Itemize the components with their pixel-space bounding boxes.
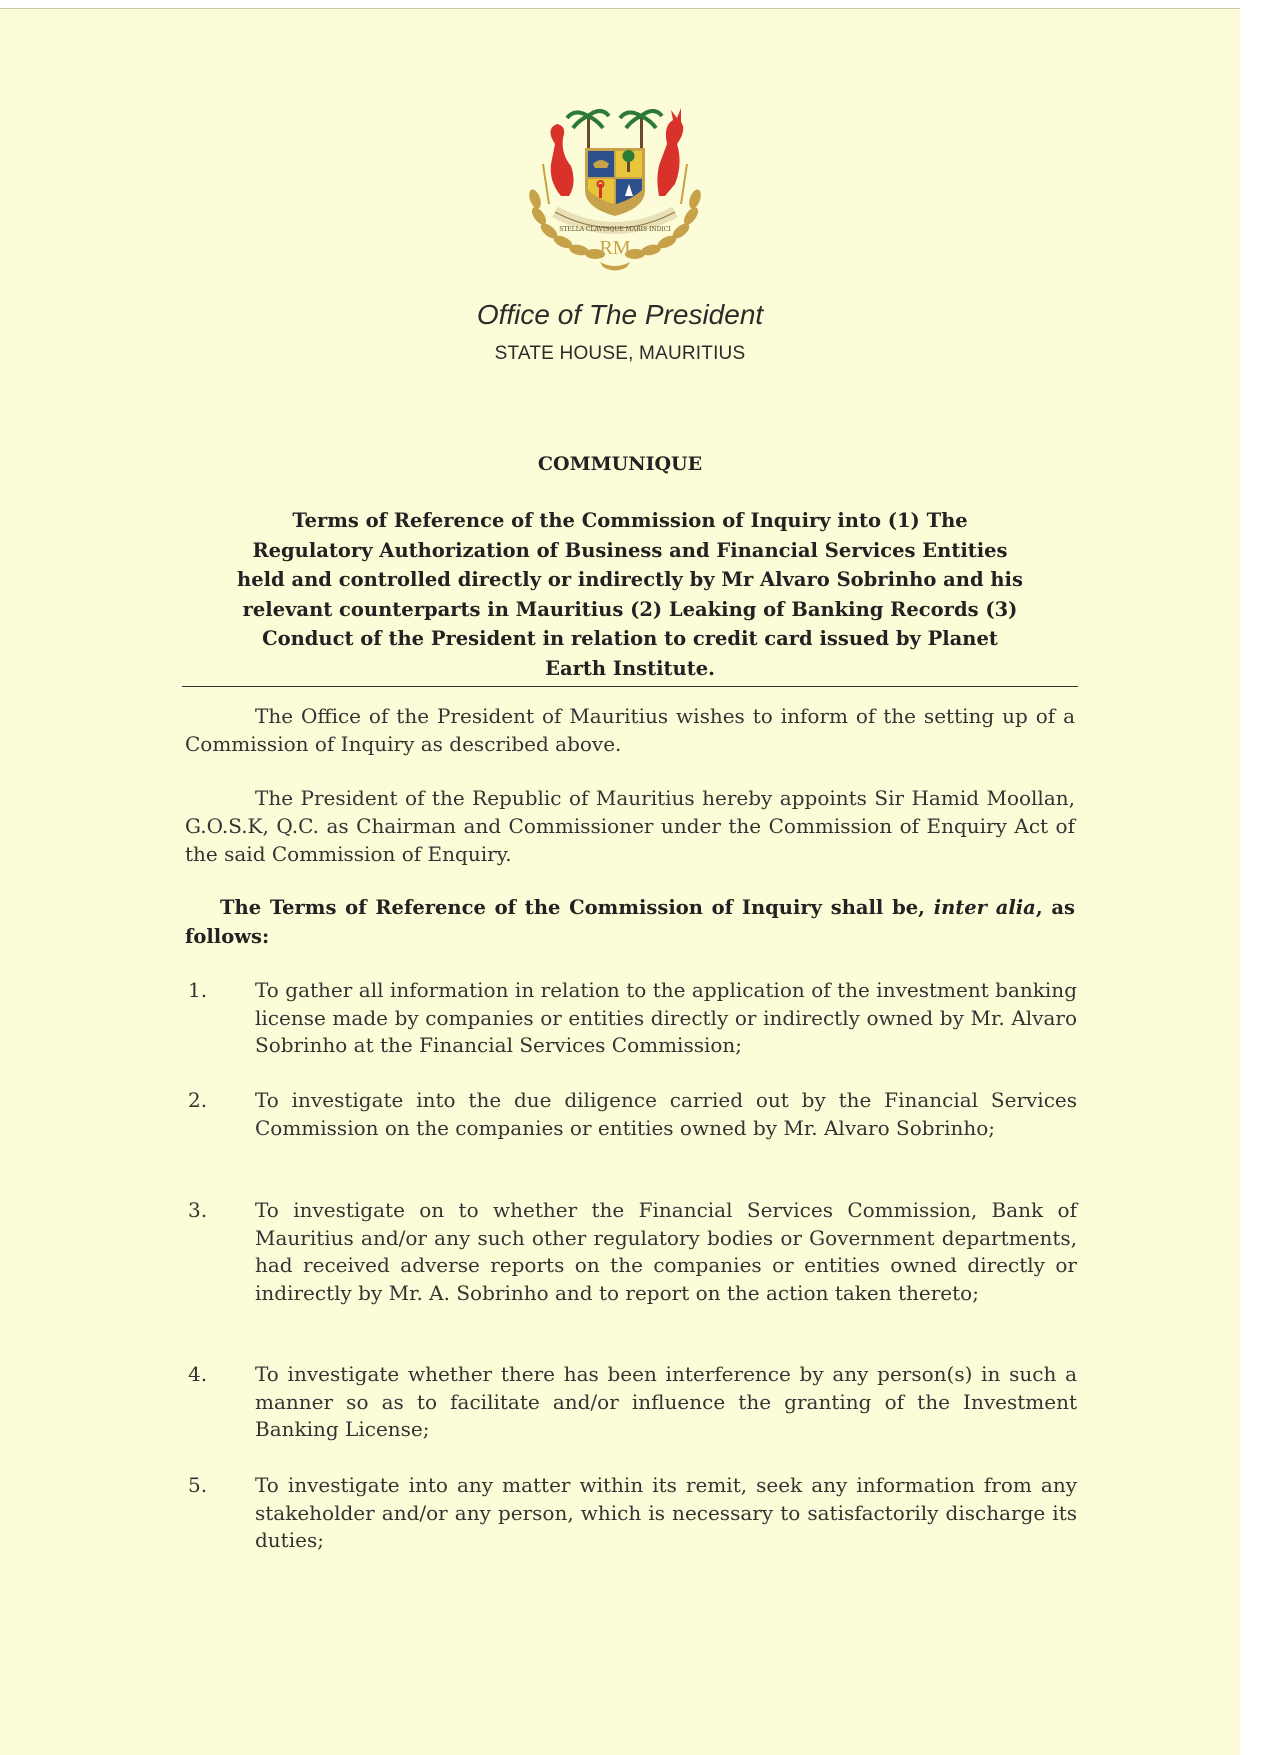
item-text: To investigate whether there has been interference by any person(s) in such a manner so as to facilitate and/or influence the granting of the Investment Banking License; xyxy=(255,1362,1077,1441)
office-subtitle: STATE HOUSE, MAURITIUS xyxy=(494,343,746,364)
item-text: To gather all information in relation to the application of the investment banking license made by companies or entities directly or indirectly owned by Mr. Alvaro Sobrinho at the Financial Services Commission; xyxy=(255,978,1077,1057)
appointment-paragraph: The President of the Republic of Mauritius hereby appoints Sir Hamid Moollan, G.O.S.K, Q.C. as Chairman and Commissioner under the Commission of Enquiry Act of the said Commission of Enquiry. xyxy=(185,786,1075,866)
shield-icon xyxy=(585,148,645,216)
subject-line: Earth Institute. xyxy=(545,656,715,680)
palm-tree-icon xyxy=(567,111,662,150)
intro-paragraph: The Office of the President of Mauritius wishes to inform of the setting up of a Commission of Inquiry as described above. xyxy=(185,704,1075,756)
item-number: 2. xyxy=(188,1088,208,1112)
subject-line: Conduct of the President in relation to credit card issued by Planet xyxy=(262,627,998,650)
document-page xyxy=(0,8,1240,1755)
crest-motto: STELLA CLAVISQUE MARIS INDICI xyxy=(559,226,671,233)
item-number: 3. xyxy=(188,1198,208,1222)
terms-intro xyxy=(185,893,1075,951)
horizontal-divider xyxy=(182,686,1078,687)
item-text: To investigate on to whether the Financial Services Commission, Bank of Mauritius and/or any such other regulatory bodies or Government departments, had received adverse reports on the companies or entities owned directly or indirectly by Mr. A. Sobrinho and to report on the action taken thereto; xyxy=(255,1198,1077,1305)
item-text: To investigate into any matter within its remit, seek any information from any stakeholder and/or any person, which is necessary to satisfactorily discharge its duties; xyxy=(255,1473,1077,1552)
subject-line: Regulatory Authorization of Business and Financial Services Entities xyxy=(252,538,1008,562)
subject-line: relevant counterparts in Mauritius (2) Leaking of Banking Records (3) xyxy=(242,597,1018,621)
document-heading: COMMUNIQUE xyxy=(537,453,703,475)
terms-intro-tail: , as follows: xyxy=(185,896,1075,948)
item-number: 5. xyxy=(188,1473,208,1497)
subject-line: Terms of Reference of the Commission of Inquiry into (1) The xyxy=(292,509,968,532)
crest-monogram: RM xyxy=(599,237,631,259)
document-subject xyxy=(185,506,1075,683)
deer-supporter-icon xyxy=(657,108,683,196)
coat-of-arms-emblem xyxy=(515,104,715,284)
office-title: Office of The President xyxy=(476,299,764,330)
scan-margin xyxy=(1240,0,1268,1754)
terms-intro-lead: The Terms of Reference of the Commission of Inquiry shall be, xyxy=(220,896,925,919)
subject-line: held and controlled directly or indirectly by Mr Alvaro Sobrinho and his xyxy=(237,568,1023,591)
item-text: To investigate into the due diligence carried out by the Financial Services Commission on the companies or entities owned by Mr. Alvaro Sobrinho; xyxy=(255,1088,1077,1140)
item-number: 4. xyxy=(188,1362,208,1386)
dodo-supporter-icon xyxy=(550,124,573,196)
terms-intro-italic: inter alia xyxy=(933,896,1036,919)
item-number: 1. xyxy=(188,978,208,1002)
